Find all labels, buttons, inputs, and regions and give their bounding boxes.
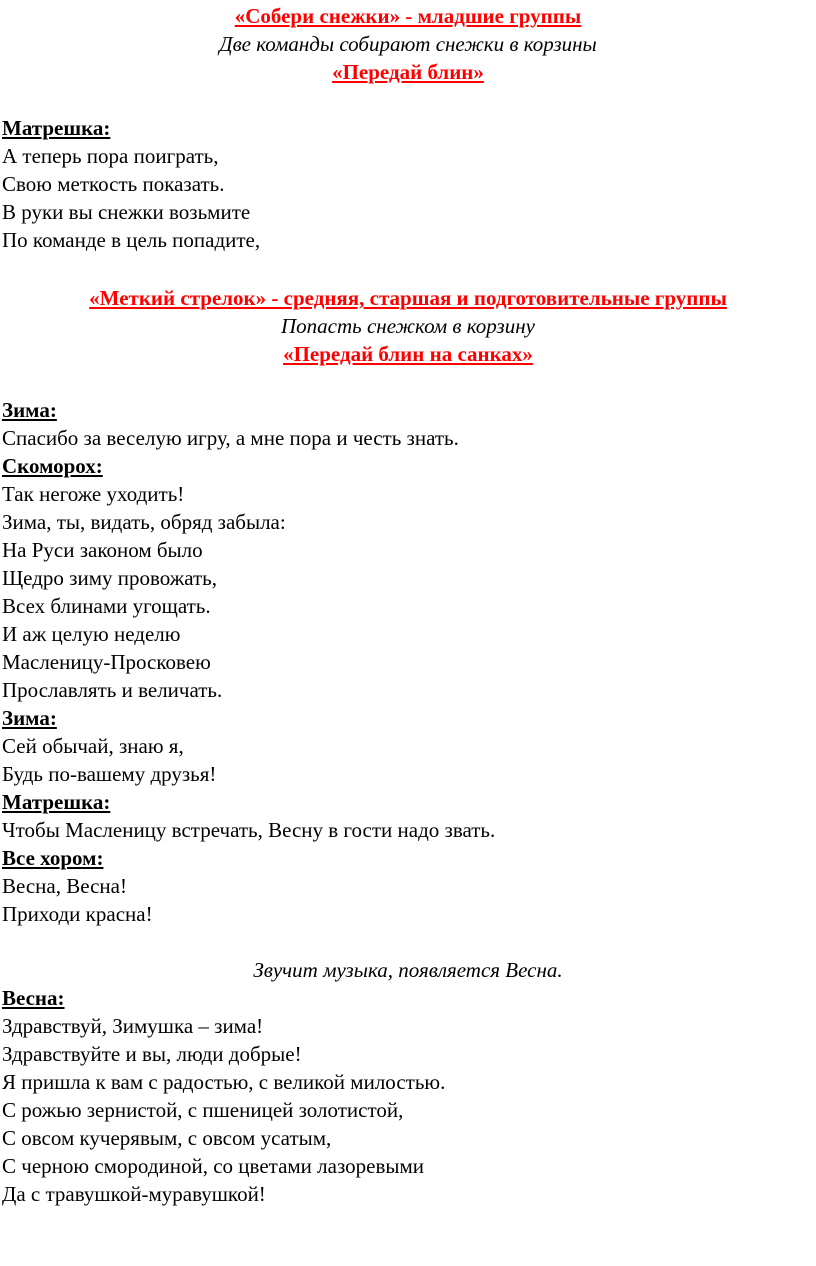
verse-line: А теперь пора поиграть, [2, 144, 219, 168]
speaker-skomoroh: Скоморох: [2, 454, 103, 478]
verse-line: И аж целую неделю [2, 622, 181, 646]
verse-line: Здравствуй, Зимушка – зима! [2, 1014, 264, 1038]
verse-line: Здравствуйте и вы, люди добрые! [2, 1042, 302, 1066]
verse-line: Я пришла к вам с радостью, с великой милостью. [2, 1070, 446, 1094]
verse-line: Приходи красна! [2, 902, 153, 926]
verse-line: По команде в цель попадите, [2, 228, 261, 252]
section2-game: «Передай блин на санках» [283, 342, 533, 366]
verse-line: Да с травушкой-муравушкой! [2, 1182, 266, 1206]
verse-line: Щедро зиму провожать, [2, 566, 218, 590]
verse-line: Масленицу-Просковею [2, 650, 211, 674]
section1-subtitle: Две команды собирают снежки в корзины [219, 32, 597, 56]
stage-direction: Звучит музыка, появляется Весна. [253, 958, 563, 982]
verse-line: С овсом кучерявым, с овсом усатым, [2, 1126, 332, 1150]
speaker-chorus: Все хором: [2, 846, 104, 870]
section1-title: «Собери снежки» - младшие группы [234, 4, 582, 28]
speaker-zima: Зима: [2, 706, 57, 730]
verse-line: Прославлять и величать. [2, 678, 223, 702]
verse-line: Зима, ты, видать, обряд забыла: [2, 510, 286, 534]
speaker-vesna: Весна: [2, 986, 65, 1010]
speaker-matreshka: Матрешка: [2, 790, 111, 814]
verse-line: В руки вы снежки возьмите [2, 200, 251, 224]
verse-line: Так негоже уходить! [2, 482, 185, 506]
verse-line: Будь по-вашему друзья! [2, 762, 217, 786]
section2-subtitle: Попасть снежком в корзину [281, 314, 535, 338]
section2-title: «Меткий стрелок» - средняя, старшая и подготовительные группы [89, 286, 727, 310]
section1-game: «Передай блин» [332, 60, 484, 84]
verse-line: Всех блинами угощать. [2, 594, 211, 618]
verse-line: Чтобы Масленицу встречать, Весну в гости надо звать. [2, 818, 496, 842]
verse-line: Сей обычай, знаю я, [2, 734, 184, 758]
speaker-zima: Зима: [2, 398, 57, 422]
verse-line: Свою меткость показать. [2, 172, 225, 196]
verse-line: Спасибо за веселую игру, а мне пора и честь знать. [2, 426, 459, 450]
verse-line: Весна, Весна! [2, 874, 127, 898]
verse-line: С черною смородиной, со цветами лазоревыми [2, 1154, 425, 1178]
verse-line: С рожью зернистой, с пшеницей золотистой, [2, 1098, 404, 1122]
speaker-matreshka: Матрешка: [2, 116, 111, 140]
verse-line: На Руси законом было [2, 538, 203, 562]
